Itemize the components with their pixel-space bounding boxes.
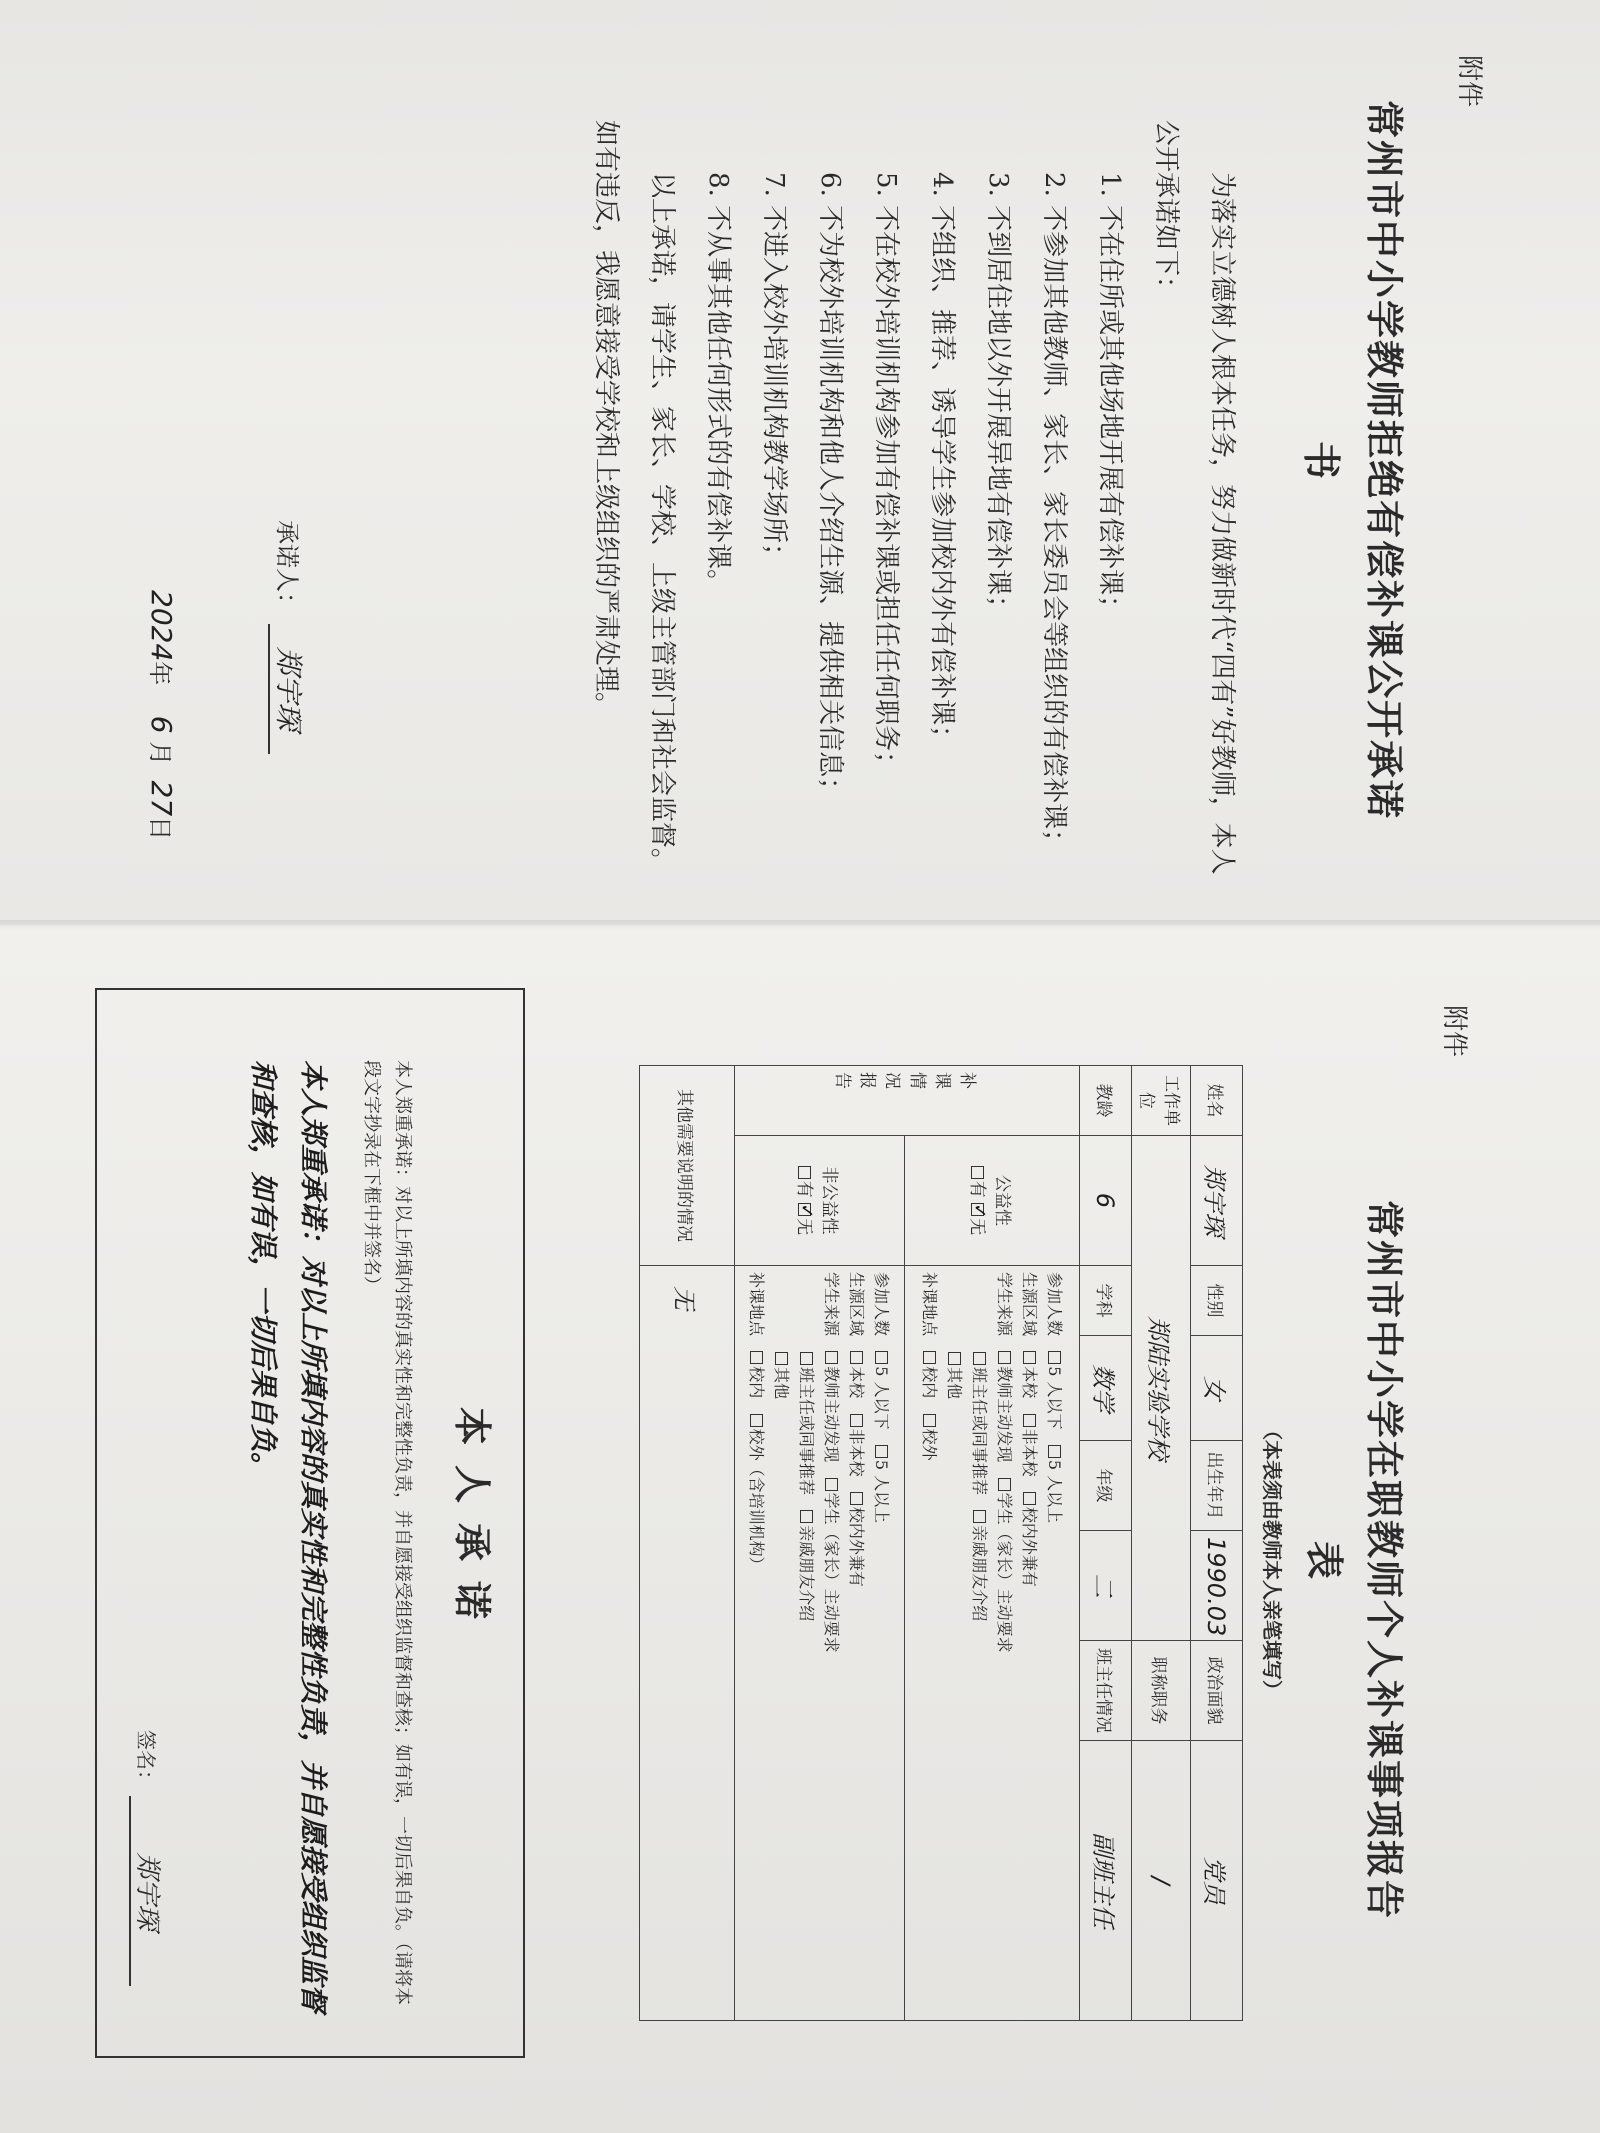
checkbox[interactable] [973, 1510, 986, 1523]
date-month: 6 [145, 715, 178, 734]
option-label: 非本校 [1020, 1428, 1039, 1477]
option-label: 本校 [847, 1366, 867, 1399]
pledge-signer [268, 520, 310, 754]
report-note: （本表须由教师本人亲笔填写） [1260, 1420, 1284, 1700]
signer-signature: 郑宇琛 [272, 646, 305, 731]
report-sheet [0, 925, 1600, 2133]
option-label: 其他 [772, 1367, 792, 1400]
pledge-intro: 为落实立德树人根本任务，努力做新时代“四有”好教师，本人公开承诺如下： [1151, 120, 1237, 875]
nonpublic-participants-row [870, 1272, 895, 2014]
personal-pledge-text: 本人郑重承诺：对以上所填内容的真实性和完整性负责，并自愿接受组织监督和查核；如有误，一切后果自负。（请将本段文字抄录在下框中并签名） [361, 1060, 413, 2005]
checkbox[interactable] [851, 1351, 864, 1364]
pledge-item: 7. 不进入校外培训机构教学场所； [759, 172, 789, 570]
public-no-label: 无 [967, 1218, 987, 1236]
political-label: 政治面貌 [1191, 1641, 1243, 1741]
checkbox[interactable] [876, 1445, 889, 1458]
pledge-sheet [0, 0, 1600, 925]
checkbox[interactable] [923, 1351, 936, 1364]
title-post-value: / [1132, 1741, 1191, 2021]
nonpublic-source-area-row [845, 1272, 870, 2014]
public-options [905, 1266, 1080, 2021]
public-source-area-row [1017, 1272, 1042, 2014]
checkbox[interactable] [1023, 1492, 1036, 1505]
date-year-label: 年 [146, 661, 174, 686]
nonpublic-yes-label: 有 [794, 1180, 815, 1198]
option-label: 班主任或同事推荐 [970, 1367, 989, 1496]
option-label: 非本校 [847, 1428, 867, 1477]
nonpublic-cell [735, 1136, 905, 1266]
sign-value: 郑宇琛 [129, 1796, 168, 1986]
report-form [639, 1065, 1243, 2021]
option-label: 校外 [920, 1428, 939, 1461]
checkbox[interactable] [826, 1478, 839, 1491]
option-label: 校外（含培训机构） [747, 1428, 767, 1573]
signer-label: 承诺人： [273, 520, 301, 616]
pledge-title-cont: 书 [1299, 440, 1343, 479]
attachment-label: 附件 [1454, 55, 1484, 108]
public-student-source-row3 [942, 1272, 967, 2014]
report-title: 常州市中小学在职教师个人补课事项报告 [1362, 1199, 1406, 1920]
source-area-label: 生源区域 [1020, 1272, 1039, 1337]
subject-value: 数学 [1080, 1336, 1132, 1441]
checkbox[interactable] [998, 1351, 1011, 1364]
report-side-label: 补课情况报告 [735, 1066, 1080, 1136]
location-label: 补课地点 [747, 1272, 767, 1337]
checkbox[interactable] [1023, 1351, 1036, 1364]
checkbox[interactable] [876, 1351, 889, 1364]
student-source-label: 学生来源 [995, 1272, 1014, 1337]
grade-label: 年级 [1080, 1441, 1132, 1531]
pledge-item: 5. 不在校外培训机构参加有偿补课或担任任何职务； [871, 172, 901, 778]
head-teacher-label: 班主任情况 [1080, 1641, 1132, 1741]
attachment-label: 附件 [1439, 1005, 1469, 1058]
personal-pledge-signature [129, 1730, 168, 1986]
grade-value: 二 [1080, 1531, 1132, 1641]
public-no-checkbox[interactable] [971, 1203, 984, 1216]
pledge-item: 3. 不到居住地以外开展异地有偿补课； [983, 172, 1013, 622]
checkbox[interactable] [998, 1478, 1011, 1491]
workplace-label: 工作单位 [1132, 1066, 1191, 1136]
checkbox[interactable] [801, 1510, 814, 1523]
political-value: 党员 [1191, 1741, 1243, 2021]
checkbox[interactable] [1023, 1414, 1036, 1427]
nonpublic-yes-checkbox[interactable] [799, 1166, 812, 1179]
public-yes-label: 有 [967, 1180, 987, 1198]
public-location-row [917, 1272, 942, 2014]
pledge-item: 6. 不为校外培训机构和他人介绍生源、提供相关信息； [815, 172, 845, 804]
nonpublic-student-source-row3 [770, 1272, 795, 2014]
nonpublic-no-label: 无 [794, 1218, 815, 1236]
personal-pledge-title: 本人承诺 [450, 1406, 494, 1639]
pledge-item: 8. 不从事其他任何形式的有偿补课。 [703, 172, 733, 596]
date-year: 2024 [145, 590, 178, 662]
public-student-source-row [992, 1272, 1017, 2014]
pledge-title: 常州市中小学教师拒绝有偿补课公开承诺 [1362, 99, 1406, 820]
checkbox[interactable] [826, 1351, 839, 1364]
checkbox[interactable] [948, 1352, 961, 1365]
page-fold [0, 920, 1600, 930]
head-teacher-value: 副班主任 [1080, 1741, 1132, 2021]
name-value: 郑宇琛 [1191, 1136, 1243, 1266]
date-day: 27 [145, 780, 178, 817]
option-label: 5 人以上 [1045, 1459, 1064, 1524]
student-source-label: 学生来源 [822, 1272, 842, 1337]
checkbox[interactable] [851, 1414, 864, 1427]
public-participants-row [1042, 1272, 1067, 2014]
name-label: 姓名 [1191, 1066, 1243, 1136]
option-label: 教师主动发现 [995, 1366, 1014, 1463]
other-value: 无 [640, 1266, 735, 2021]
pledge-date [145, 590, 180, 840]
option-label: 5 人以上 [872, 1459, 892, 1524]
option-label: 亲戚朋友介绍 [797, 1525, 817, 1622]
checkbox[interactable] [851, 1492, 864, 1505]
report-title-cont: 表 [1302, 1540, 1346, 1579]
option-label: 本校 [1020, 1366, 1039, 1399]
option-label: 班主任或同事推荐 [797, 1367, 817, 1496]
location-label: 补课地点 [920, 1272, 939, 1337]
personal-pledge-box [95, 988, 525, 2058]
nonpublic-student-source-row [820, 1272, 845, 2014]
nonpublic-student-source-row2 [795, 1272, 820, 2014]
option-label: 校内 [747, 1366, 767, 1399]
checkbox[interactable] [751, 1351, 764, 1364]
public-student-source-row2 [967, 1272, 992, 2014]
pledge-closing: 以上承诺，请学生、家长、学校、上级主管部门和社会监督。如有违反，我愿意接受学校和上级组织的严肃处理。 [591, 120, 677, 875]
source-area-label: 生源区域 [847, 1272, 867, 1337]
checkbox[interactable] [973, 1352, 986, 1365]
option-label: 亲戚朋友介绍 [970, 1525, 989, 1622]
gender-value: 女 [1191, 1336, 1243, 1441]
option-label: 校内外兼有 [1020, 1506, 1039, 1587]
public-yes-checkbox[interactable] [971, 1166, 984, 1179]
pledge-body [578, 120, 1250, 890]
birth-label: 出生年月 [1191, 1441, 1243, 1531]
pledge-item: 4. 不组织、推荐、诱导学生参加校内外有偿补课； [927, 172, 957, 752]
option-label: 其他 [945, 1367, 964, 1400]
handwritten-pledge: 本人郑重承诺：对以上所填内容的真实性和完整性负责，并自愿接受组织监督和查核，如有误，一切后果自负。 [247, 1060, 330, 2013]
date-day-label: 日 [146, 816, 174, 841]
option-label: 学生（家长）主动要求 [995, 1492, 1014, 1653]
checkbox[interactable] [1048, 1445, 1061, 1458]
public-cell [905, 1136, 1080, 1266]
participants-label: 参加人数 [1045, 1272, 1064, 1337]
participants-label: 参加人数 [872, 1272, 892, 1337]
teaching-years-value: 6 [1080, 1136, 1132, 1266]
checkbox[interactable] [1048, 1351, 1061, 1364]
subject-label: 学科 [1080, 1266, 1132, 1336]
pledge-item: 1. 不在住所或其他场地开展有偿补课； [1095, 172, 1125, 622]
pledge-item: 2. 不参加其他教师、家长、家长委员会等组织的有偿补课； [1039, 172, 1069, 856]
option-label: 校内 [920, 1366, 939, 1399]
public-label: 公益性 [992, 1175, 1012, 1226]
checkbox[interactable] [751, 1414, 764, 1427]
nonpublic-no-checkbox[interactable] [799, 1203, 812, 1216]
nonpublic-options [735, 1266, 905, 2021]
checkbox[interactable] [776, 1352, 789, 1365]
teaching-years-label: 教龄 [1080, 1066, 1132, 1136]
option-label: 教师主动发现 [822, 1366, 842, 1463]
nonpublic-location-row [745, 1272, 770, 2014]
gender-label: 性别 [1191, 1266, 1243, 1336]
birth-value: 1990.03 [1191, 1531, 1243, 1641]
workplace-value: 郑陆实验学校 [1132, 1136, 1191, 1641]
date-month-label: 月 [146, 741, 174, 766]
checkbox[interactable] [801, 1352, 814, 1365]
option-label: 学生（家长）主动要求 [822, 1492, 842, 1653]
sign-label: 签名： [134, 1730, 158, 1790]
other-label: 其他需要说明的情况 [640, 1066, 735, 1266]
option-label: 5 人以下 [1045, 1366, 1064, 1430]
option-label: 校内外兼有 [847, 1506, 867, 1587]
option-label: 5 人以下 [872, 1366, 892, 1430]
title-post-label: 职称职务 [1132, 1641, 1191, 1741]
checkbox[interactable] [923, 1414, 936, 1427]
nonpublic-label: 非公益性 [819, 1166, 840, 1235]
